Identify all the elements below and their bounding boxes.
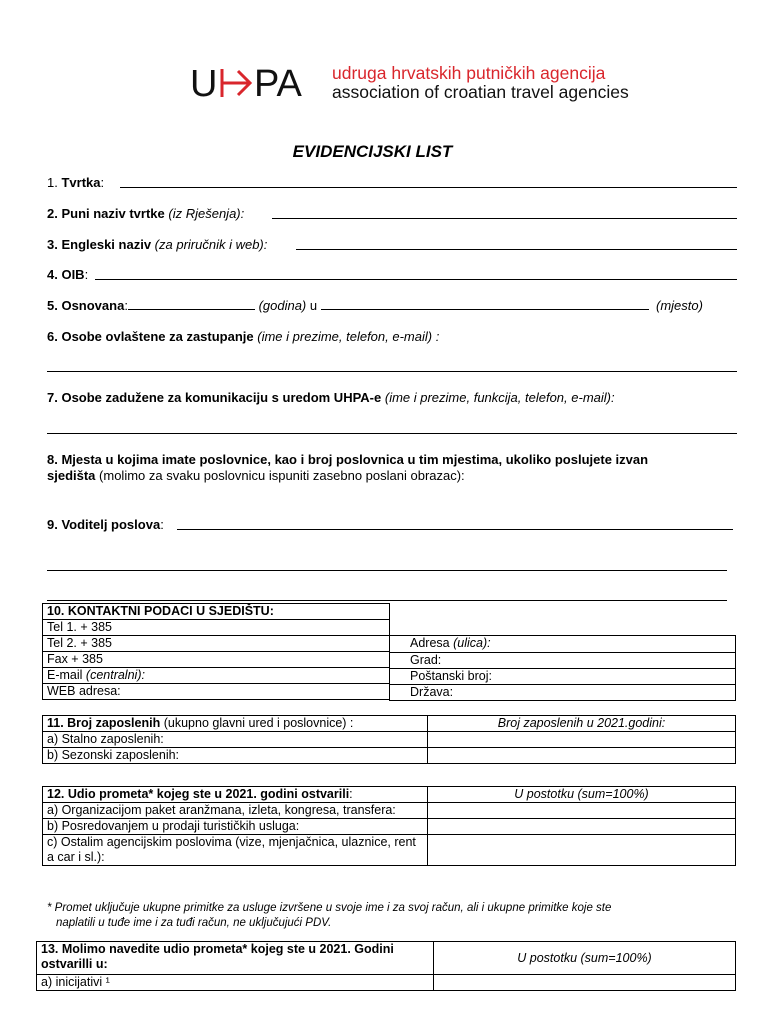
logo-letters-pa: PA [254,66,302,100]
adresa-grad[interactable]: Grad: [390,653,736,669]
field-komunikacija-line[interactable] [47,433,737,434]
promet-row-a: a) Organizacijom paket aranžmana, izleta, kongresa, transfera: [43,803,428,819]
zaposleni-stalno: a) Stalno zaposlenih: [43,732,428,748]
adresa-ulica[interactable]: Adresa (ulica): [390,636,736,653]
field-engleski-naziv: 3. Engleski naziv (za priručnik i web): [47,237,268,252]
page-title: EVIDENCIJSKI LIST [292,142,453,161]
osnovana-godina-input[interactable] [128,298,255,310]
tagline-en: association of croatian travel agencies [332,82,629,102]
field-ovlastene-osobe-line[interactable] [47,371,737,372]
field-puni-naziv: 2. Puni naziv tvrtke (iz Rješenja): [47,206,245,221]
field-oib: 4. OIB: [47,267,89,282]
footnote [47,901,737,931]
field-voditelj-line-2[interactable] [47,570,727,571]
kontakt-fax[interactable]: Fax + 385 [43,652,390,668]
udio-row-a-value[interactable] [434,975,736,991]
logo-h-arrow [222,69,250,97]
promet-heading: 12. Udio prometa* kojeg ste u 2021. godini ostvarili: [43,787,428,803]
promet-row-c: c) Ostalim agencijskim poslovima (vize, mjenjačnica, ulaznice, rent a car i sl.): [43,835,428,866]
zaposleni-sezonski: b) Sezonski zaposlenih: [43,748,428,764]
logo-letter-u: U [190,66,218,100]
zaposleni-stalno-value[interactable] [428,732,736,748]
field-poslovnice: 8. Mjesta u kojima imate poslovnice, kao i broj poslovnica u tim mjestima, ukoliko poslujete izvan [47,452,649,467]
field-engleski-naziv-line[interactable] [296,249,737,250]
kontakt-tel2[interactable]: Tel 2. + 385 [43,636,390,652]
kontakt-tel1[interactable]: Tel 1. + 385 [43,620,390,636]
field-osnovana: 5. Osnovana: (godina) u (mjesto) [47,298,703,313]
promet-table [42,786,736,866]
promet-row-b-value[interactable] [428,819,736,835]
uhpa-logo [190,66,322,100]
promet-row-b: b) Posredovanjem u prodaji turističkih usluga: [43,819,428,835]
field-tvrtka-line[interactable] [120,187,737,188]
field-ovlastene-osobe: 6. Osobe ovlaštene za zastupanje (ime i prezime, telefon, e-mail) : [47,329,440,344]
zaposleni-table [42,715,736,764]
kontakt-table [42,603,390,700]
udio-row-a: a) inicijativi ¹ [37,975,434,991]
zaposleni-col2-heading: Broj zaposlenih u 2021.godini: [428,716,736,732]
zaposleni-sezonski-value[interactable] [428,748,736,764]
udio-table [36,941,736,991]
field-komunikacija: 7. Osobe zadužene za komunikaciju s uredom UHPA-e (ime i prezime, funkcija, telefon, e-mail): [47,390,615,405]
field-poslovnice-2: sjedišta (molimo za svaku poslovnicu ispuniti zasebno poslani obrazac): [47,468,465,483]
promet-row-c-value[interactable] [428,835,736,866]
footnote-line-2: naplatili u tuđe ime i za tuđi račun, ne uključujući PDV. [56,917,332,929]
field-puni-naziv-line[interactable] [272,218,737,219]
promet-col2-heading: U postotku (sum=100%) [428,787,736,803]
kontakt-heading: 10. KONTAKTNI PODACI U SJEDIŠTU: [43,604,390,620]
field-oib-line[interactable] [95,279,737,280]
udio-col2-heading: U postotku (sum=100%) [434,942,736,975]
field-tvrtka: 1. Tvrtka: [47,175,105,190]
kontakt-email[interactable]: E-mail (centralni): [43,668,390,684]
footnote-line-1: * Promet uključuje ukupne primitke za usluge izvršene u svoje ime i za svoj račun, ali i ukupne primitke koje ste [47,902,612,914]
adresa-postanski-broj[interactable]: Poštanski broj: [390,669,736,685]
field-voditelj-line-3[interactable] [47,600,727,601]
tagline-hr: udruga hrvatskih putničkih agencija [332,63,606,83]
promet-row-a-value[interactable] [428,803,736,819]
field-voditelj: 9. Voditelj poslova: [47,517,164,532]
field-voditelj-line[interactable] [177,529,733,530]
kontakt-web[interactable]: WEB adresa: [43,684,390,700]
adresa-drzava[interactable]: Država: [390,685,736,701]
osnovana-mjesto-input[interactable] [321,298,649,310]
adresa-table [389,635,736,701]
udio-heading: 13. Molimo navedite udio prometa* kojeg ste u 2021. Godini ostvarilli u: [37,942,434,975]
zaposleni-heading: 11. Broj zaposlenih (ukupno glavni ured i poslovnice) : [43,716,428,732]
